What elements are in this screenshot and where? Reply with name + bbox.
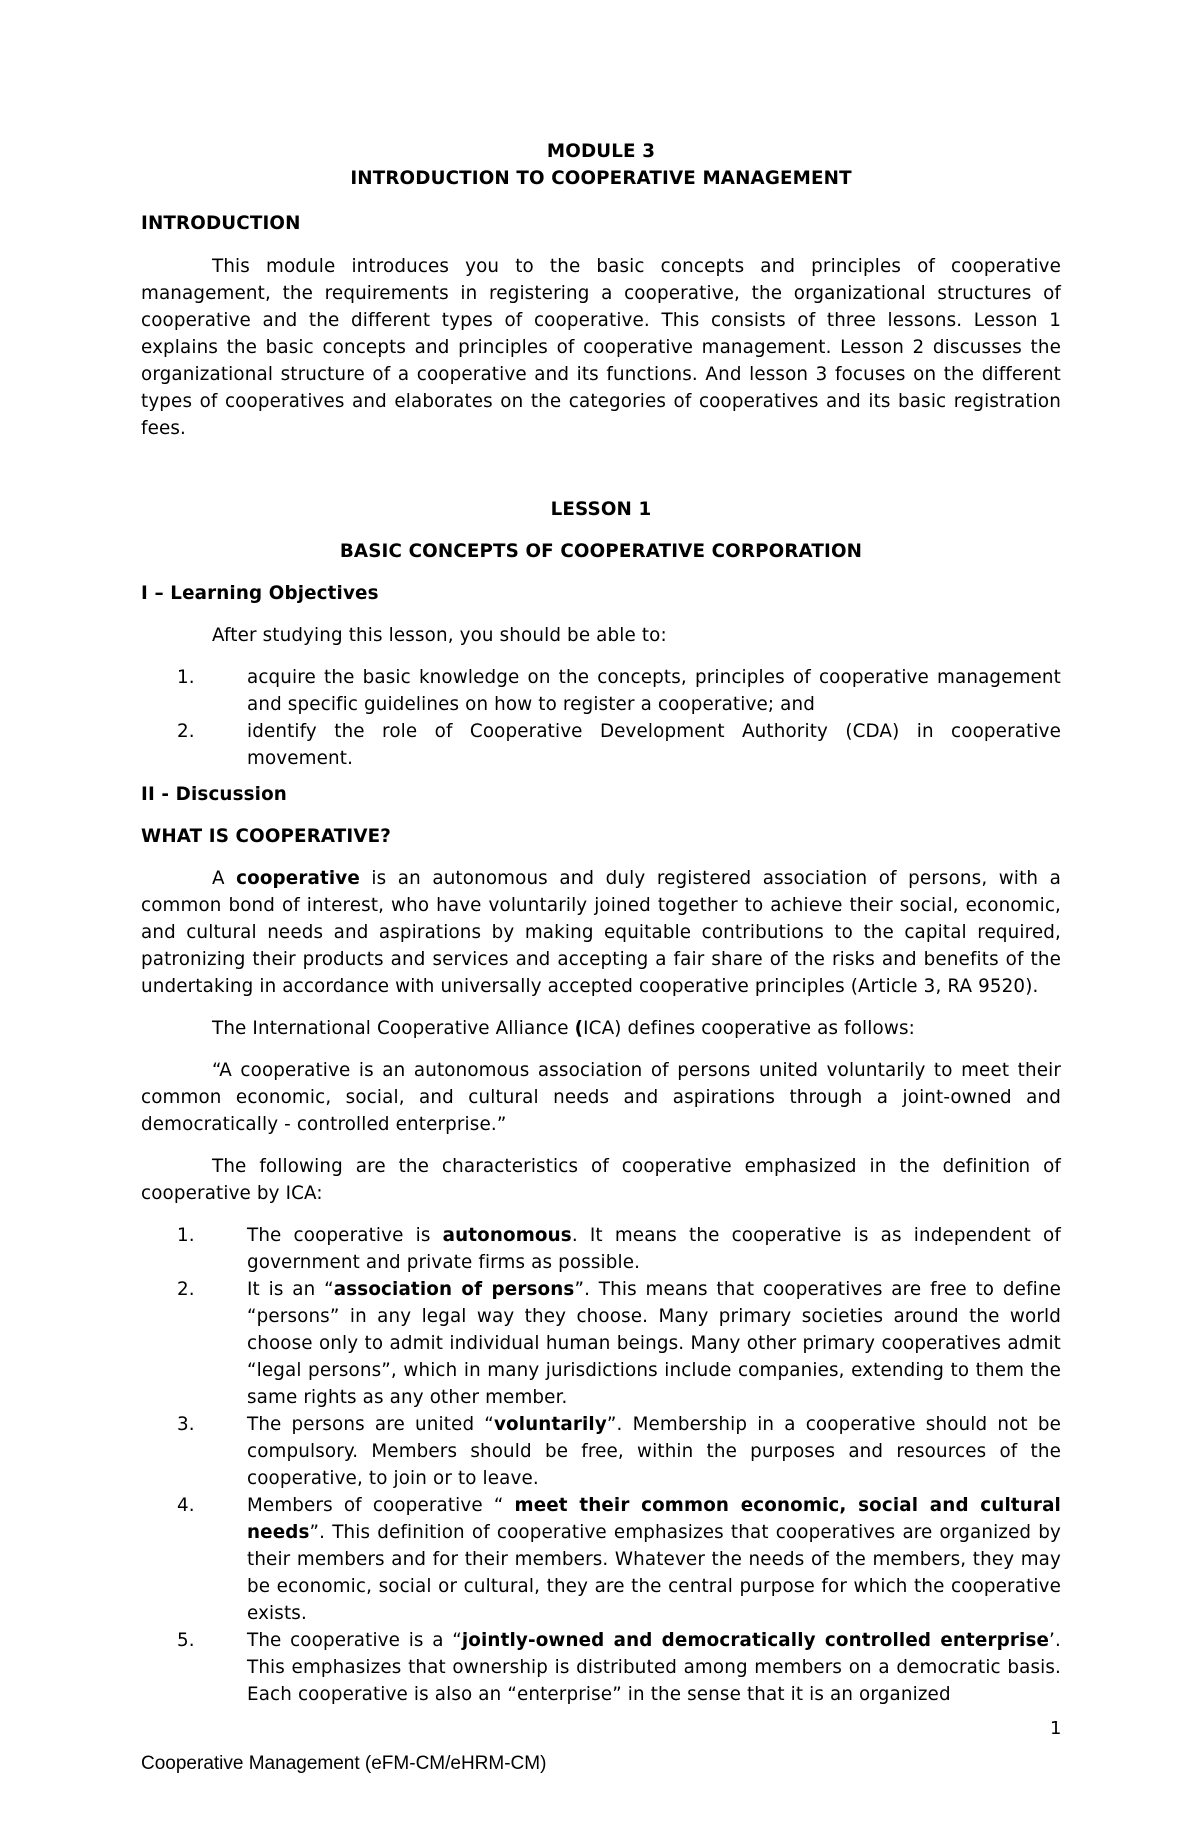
discussion-heading: II - Discussion [141, 784, 287, 805]
list-text-bold: voluntarily [493, 1414, 607, 1435]
what-heading: WHAT IS COOPERATIVE? [141, 826, 392, 847]
list-number: 3. [177, 1414, 195, 1435]
definition-start: A [212, 868, 237, 889]
ica-intro-post: ICA) defines cooperative as follows: [583, 1018, 915, 1039]
list-number: 5. [177, 1630, 195, 1651]
module-number: MODULE 3 [546, 141, 656, 162]
list-text-pre: The cooperative is [247, 1225, 443, 1246]
list-text-post: . It means the cooperative is as independent of government and private firms as possible. [247, 1225, 1061, 1273]
footer-course-title: Cooperative Management (eFM-CM/eHRM-CM) [141, 1753, 547, 1774]
list-text-post: ”. Membership in a cooperative should not be compulsory. Members should be free, within the purposes and resources of the cooperative, to join or to leave. [247, 1414, 1062, 1489]
list-number: 2. [177, 721, 195, 742]
objectives-heading: I – Learning Objectives [141, 583, 379, 604]
list-text-bold: autonomous [442, 1225, 572, 1246]
module-title: INTRODUCTION TO COOPERATIVE MANAGEMENT [350, 168, 852, 189]
definition-rest: is an autonomous and duly registered association of persons, with a common bond of interest, who have voluntarily joined together to achieve their social, economic, and cultural needs and aspirations by making equitable contributions to the capital required, patronizing their products and services and accepting a fair share of the risks and benefits of the undertaking in accordance with universally accepted cooperative principles (Article 3, RA 9520). [141, 868, 1061, 997]
list-number: 1. [177, 667, 195, 688]
list-text-pre: The persons are united “ [247, 1414, 494, 1435]
list-text-post: ”. This means that cooperatives are free to define “persons” in any legal way they choose. Many primary societies around the world choose only to admit individual human beings. Many other primary cooperatives admit “legal persons”, which in many jurisdictions include companies, extending to them the same rights as any other member. [247, 1279, 1061, 1408]
list-text-bold: jointly-owned and democratically controlled enterprise [461, 1630, 1050, 1651]
lesson-number: LESSON 1 [550, 499, 652, 520]
intro-heading: INTRODUCTION [141, 213, 301, 234]
list-item [141, 664, 1061, 718]
objectives-intro: After studying this lesson, you should be able to: [212, 625, 667, 646]
list-item [141, 1276, 1061, 1411]
list-text-pre: It is an “ [247, 1279, 334, 1300]
objectives-list [141, 664, 1061, 772]
list-number: 1. [177, 1225, 195, 1246]
ica-quote: “A cooperative is an autonomous association of persons united voluntarily to meet their common economic, social, and cultural needs and aspirations through a joint-owned and democratically - controlled enterprise.” [141, 1060, 1061, 1135]
list-item [141, 1627, 1061, 1708]
list-text-bold: meet their common economic, social and cultural needs [247, 1495, 1061, 1543]
definition-term: cooperative [236, 868, 360, 889]
lesson-title: BASIC CONCEPTS OF COOPERATIVE CORPORATION [339, 541, 863, 562]
list-text-post: ”. This definition of cooperative emphasizes that cooperatives are organized by their members and for their members. Whatever the needs of the members, they may be economic, social or cultural, they are the central purpose for which the cooperative exists. [247, 1522, 1061, 1624]
list-number: 2. [177, 1279, 195, 1300]
list-text-pre: The cooperative is a “ [247, 1630, 462, 1651]
list-item [141, 1411, 1061, 1492]
list-text: acquire the basic knowledge on the concepts, principles of cooperative management and specific guidelines on how to register a cooperative; and [247, 667, 1061, 715]
intro-paragraph: This module introduces you to the basic concepts and principles of cooperative management, the requirements in registering a cooperative, the organizational structures of cooperative and the different types of cooperative. This consists of three lessons. Lesson 1 explains the basic concepts and principles of cooperative management. Lesson 2 discusses the organizational structure of a cooperative and its functions. And lesson 3 focuses on the different types of cooperatives and elaborates on the categories of cooperatives and its basic registration fees. [141, 256, 1061, 439]
ica-intro [141, 1015, 1061, 1042]
list-item [141, 718, 1061, 772]
definition-paragraph [141, 865, 1061, 1000]
list-text-bold: association of persons [333, 1279, 575, 1300]
ica-intro-pre: The International Cooperative Alliance [212, 1018, 575, 1039]
page-content [141, 138, 1061, 1708]
list-text-post: ’. This emphasizes that ownership is distributed among members on a democratic basis. Each cooperative is also an “enterprise” in the sense that it is an organized [247, 1630, 1061, 1705]
list-text-pre: Members of cooperative “ [247, 1495, 515, 1516]
list-item [141, 1222, 1061, 1276]
list-text: identify the role of Cooperative Development Authority (CDA) in cooperative movement. [247, 721, 1061, 769]
characteristics-list [141, 1222, 1061, 1708]
ica-paren: ( [574, 1018, 584, 1039]
characteristics-intro: The following are the characteristics of cooperative emphasized in the definition of cooperative by ICA: [141, 1156, 1061, 1204]
list-number: 4. [177, 1495, 195, 1516]
list-item [141, 1492, 1061, 1627]
page-number: 1 [1050, 1718, 1062, 1739]
